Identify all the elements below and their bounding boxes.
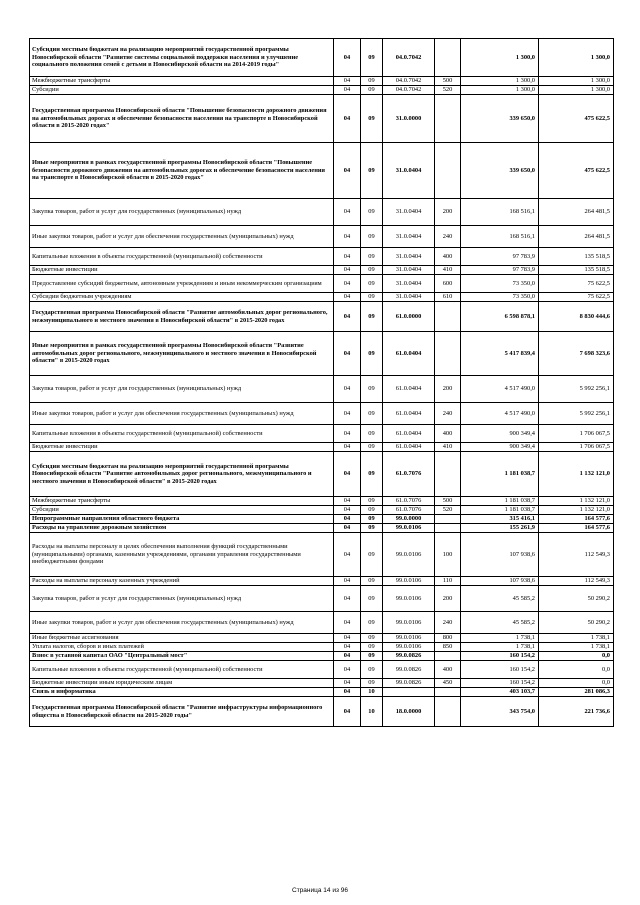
row-name: Расходы на выплаты персоналу казенных учреждений bbox=[30, 577, 334, 586]
row-sum-2017: 1 132 121,0 bbox=[539, 452, 614, 497]
row-sum-2016: 73 350,0 bbox=[461, 293, 539, 302]
table-row bbox=[30, 86, 614, 95]
row-name: Капитальные вложения в объекты государственной (муниципальной) собственности bbox=[30, 661, 334, 679]
row-vr bbox=[435, 652, 461, 661]
row-vr: 400 bbox=[435, 248, 461, 266]
row-sum-2016: 168 516,1 bbox=[461, 199, 539, 226]
row-pr: 09 bbox=[361, 403, 383, 425]
row-pr: 09 bbox=[361, 86, 383, 95]
row-sum-2017: 475 622,5 bbox=[539, 95, 614, 143]
row-csr: 31.0.0404 bbox=[383, 293, 435, 302]
table-row bbox=[30, 586, 614, 612]
row-csr: 61.0.7076 bbox=[383, 506, 435, 515]
row-pr: 09 bbox=[361, 533, 383, 577]
row-pr: 09 bbox=[361, 577, 383, 586]
row-sum-2016: 6 598 878,1 bbox=[461, 302, 539, 332]
row-rz: 04 bbox=[334, 302, 361, 332]
table-row bbox=[30, 652, 614, 661]
row-csr: 99.0.0106 bbox=[383, 577, 435, 586]
table-row bbox=[30, 403, 614, 425]
row-rz: 04 bbox=[334, 143, 361, 199]
row-sum-2017: 1 300,0 bbox=[539, 77, 614, 86]
row-sum-2017: 8 830 444,6 bbox=[539, 302, 614, 332]
row-csr: 61.0.0000 bbox=[383, 302, 435, 332]
row-sum-2017: 75 622,5 bbox=[539, 293, 614, 302]
row-csr: 99.0.0826 bbox=[383, 661, 435, 679]
row-csr: 61.0.7076 bbox=[383, 497, 435, 506]
row-csr: 04.0.7042 bbox=[383, 77, 435, 86]
row-sum-2017: 475 622,5 bbox=[539, 143, 614, 199]
row-sum-2017: 75 622,5 bbox=[539, 275, 614, 293]
table-row bbox=[30, 524, 614, 533]
row-name: Закупка товаров, работ и услуг для государственных (муниципальных) нужд bbox=[30, 586, 334, 612]
table-row bbox=[30, 376, 614, 403]
row-sum-2017: 50 290,2 bbox=[539, 586, 614, 612]
row-name: Иные бюджетные ассигнования bbox=[30, 634, 334, 643]
row-vr bbox=[435, 95, 461, 143]
row-name: Непрограммные направления областного бюджета bbox=[30, 515, 334, 524]
row-rz: 04 bbox=[334, 403, 361, 425]
row-rz: 04 bbox=[334, 199, 361, 226]
row-pr: 09 bbox=[361, 506, 383, 515]
row-sum-2016: 339 650,0 bbox=[461, 143, 539, 199]
row-sum-2017: 264 481,5 bbox=[539, 199, 614, 226]
row-csr: 99.0.0106 bbox=[383, 643, 435, 652]
row-name: Уплата налогов, сборов и иных платежей bbox=[30, 643, 334, 652]
table-row bbox=[30, 634, 614, 643]
row-name: Иные закупки товаров, работ и услуг для обеспечения государственных (муниципальных) нужд bbox=[30, 226, 334, 248]
row-pr: 09 bbox=[361, 443, 383, 452]
row-vr bbox=[435, 332, 461, 376]
row-sum-2016: 97 783,9 bbox=[461, 266, 539, 275]
row-name: Субсидии bbox=[30, 86, 334, 95]
row-sum-2017: 0,0 bbox=[539, 679, 614, 688]
row-sum-2016: 343 754,0 bbox=[461, 697, 539, 727]
row-vr: 200 bbox=[435, 199, 461, 226]
row-csr: 99.0.0000 bbox=[383, 515, 435, 524]
row-rz: 04 bbox=[334, 497, 361, 506]
row-rz: 04 bbox=[334, 652, 361, 661]
row-name: Межбюджетные трансферты bbox=[30, 77, 334, 86]
row-csr: 99.0.0106 bbox=[383, 586, 435, 612]
row-vr: 600 bbox=[435, 275, 461, 293]
row-sum-2017: 135 518,5 bbox=[539, 248, 614, 266]
table-row bbox=[30, 515, 614, 524]
row-pr: 09 bbox=[361, 95, 383, 143]
table-row bbox=[30, 577, 614, 586]
row-rz: 04 bbox=[334, 643, 361, 652]
row-csr: 04.0.7042 bbox=[383, 86, 435, 95]
row-pr: 09 bbox=[361, 425, 383, 443]
row-sum-2017: 1 300,0 bbox=[539, 39, 614, 77]
row-sum-2017: 5 992 256,1 bbox=[539, 376, 614, 403]
row-csr: 99.0.0826 bbox=[383, 652, 435, 661]
row-csr: 04.0.7042 bbox=[383, 39, 435, 77]
row-vr: 240 bbox=[435, 612, 461, 634]
row-vr: 240 bbox=[435, 226, 461, 248]
row-pr: 09 bbox=[361, 248, 383, 266]
row-pr: 09 bbox=[361, 612, 383, 634]
row-rz: 04 bbox=[334, 577, 361, 586]
row-sum-2016: 900 349,4 bbox=[461, 443, 539, 452]
row-csr: 31.0.0404 bbox=[383, 199, 435, 226]
row-vr: 240 bbox=[435, 403, 461, 425]
row-pr: 09 bbox=[361, 143, 383, 199]
row-vr bbox=[435, 697, 461, 727]
table-row bbox=[30, 293, 614, 302]
row-sum-2016: 1 181 038,7 bbox=[461, 506, 539, 515]
row-rz: 04 bbox=[334, 39, 361, 77]
row-sum-2017: 7 698 323,6 bbox=[539, 332, 614, 376]
row-pr: 09 bbox=[361, 39, 383, 77]
table-row bbox=[30, 302, 614, 332]
row-sum-2016: 4 517 490,0 bbox=[461, 403, 539, 425]
row-csr: 99.0.0106 bbox=[383, 533, 435, 577]
table-row bbox=[30, 199, 614, 226]
row-vr: 200 bbox=[435, 586, 461, 612]
row-pr: 10 bbox=[361, 688, 383, 697]
row-sum-2017: 1 132 121,0 bbox=[539, 506, 614, 515]
row-rz: 04 bbox=[334, 634, 361, 643]
row-rz: 04 bbox=[334, 661, 361, 679]
row-csr: 99.0.0106 bbox=[383, 524, 435, 533]
row-sum-2017: 281 086,3 bbox=[539, 688, 614, 697]
row-sum-2017: 50 290,2 bbox=[539, 612, 614, 634]
row-csr: 31.0.0404 bbox=[383, 143, 435, 199]
table-row bbox=[30, 226, 614, 248]
table-row bbox=[30, 497, 614, 506]
row-rz: 04 bbox=[334, 697, 361, 727]
row-csr: 61.0.0404 bbox=[383, 332, 435, 376]
row-pr: 09 bbox=[361, 643, 383, 652]
row-vr bbox=[435, 143, 461, 199]
row-csr: 31.0.0404 bbox=[383, 226, 435, 248]
row-pr: 09 bbox=[361, 661, 383, 679]
row-csr: 18.0.0000 bbox=[383, 697, 435, 727]
table-row bbox=[30, 266, 614, 275]
row-sum-2016: 1 181 038,7 bbox=[461, 452, 539, 497]
row-rz: 04 bbox=[334, 376, 361, 403]
row-sum-2017: 1 738,1 bbox=[539, 634, 614, 643]
row-name: Субсидии местным бюджетам на реализацию мероприятий государственной программы Новосибирской области "Развитие автомобильных дорог регионального, межмуниципального и местного значения в Новосибирской области" в 2015-2020 годах bbox=[30, 452, 334, 497]
row-rz: 04 bbox=[334, 524, 361, 533]
row-sum-2016: 160 154,2 bbox=[461, 661, 539, 679]
row-sum-2016: 315 416,1 bbox=[461, 515, 539, 524]
row-pr: 09 bbox=[361, 524, 383, 533]
row-rz: 04 bbox=[334, 688, 361, 697]
row-csr: 61.0.0404 bbox=[383, 376, 435, 403]
row-vr bbox=[435, 688, 461, 697]
table-row bbox=[30, 443, 614, 452]
table-row bbox=[30, 77, 614, 86]
row-csr: 31.0.0404 bbox=[383, 248, 435, 266]
row-name: Бюджетные инвестиции bbox=[30, 443, 334, 452]
row-sum-2017: 164 577,6 bbox=[539, 524, 614, 533]
row-csr: 31.0.0000 bbox=[383, 95, 435, 143]
row-vr: 850 bbox=[435, 643, 461, 652]
row-sum-2016: 1 300,0 bbox=[461, 86, 539, 95]
row-pr: 09 bbox=[361, 497, 383, 506]
row-name: Расходы на управление дорожным хозяйством bbox=[30, 524, 334, 533]
table-row bbox=[30, 452, 614, 497]
table-row bbox=[30, 506, 614, 515]
row-sum-2016: 4 517 490,0 bbox=[461, 376, 539, 403]
row-sum-2016: 1 300,0 bbox=[461, 77, 539, 86]
row-sum-2016: 97 783,9 bbox=[461, 248, 539, 266]
row-name: Субсидии бюджетным учреждениям bbox=[30, 293, 334, 302]
row-rz: 04 bbox=[334, 515, 361, 524]
row-sum-2017: 1 300,0 bbox=[539, 86, 614, 95]
row-sum-2016: 339 650,0 bbox=[461, 95, 539, 143]
row-name: Государственная программа Новосибирской области "Развитие инфраструктуры информационного общества в Новосибирской области на 2015-2020 годы" bbox=[30, 697, 334, 727]
row-csr: 61.0.0404 bbox=[383, 403, 435, 425]
row-sum-2017: 135 518,5 bbox=[539, 266, 614, 275]
row-sum-2016: 1 181 038,7 bbox=[461, 497, 539, 506]
row-rz: 04 bbox=[334, 679, 361, 688]
row-vr: 410 bbox=[435, 266, 461, 275]
table-row bbox=[30, 425, 614, 443]
row-vr: 500 bbox=[435, 497, 461, 506]
row-pr: 09 bbox=[361, 302, 383, 332]
row-vr: 500 bbox=[435, 77, 461, 86]
row-vr: 200 bbox=[435, 376, 461, 403]
row-csr: 61.0.7076 bbox=[383, 452, 435, 497]
row-vr bbox=[435, 452, 461, 497]
row-rz: 04 bbox=[334, 226, 361, 248]
row-vr: 400 bbox=[435, 661, 461, 679]
row-name: Предоставление субсидий бюджетным, автономным учреждениям и иным некоммерческим организациям bbox=[30, 275, 334, 293]
row-name: Межбюджетные трансферты bbox=[30, 497, 334, 506]
row-csr: 61.0.0404 bbox=[383, 443, 435, 452]
table-row bbox=[30, 143, 614, 199]
table-row bbox=[30, 533, 614, 577]
row-name: Иные мероприятия в рамках государственной программы Новосибирской области "Повышение безопасности дорожного движения на автомобильных дорогах и обеспечение безопасности населения на транспорте в Новосибирской области в 2015-2020 годах" bbox=[30, 143, 334, 199]
page-number: Страница 14 из 96 bbox=[292, 887, 348, 894]
row-rz: 04 bbox=[334, 248, 361, 266]
row-sum-2016: 160 154,2 bbox=[461, 652, 539, 661]
row-name: Субсидии bbox=[30, 506, 334, 515]
row-csr: 99.0.0106 bbox=[383, 634, 435, 643]
row-vr: 100 bbox=[435, 533, 461, 577]
row-pr: 09 bbox=[361, 452, 383, 497]
row-csr: 31.0.0404 bbox=[383, 266, 435, 275]
row-rz: 04 bbox=[334, 77, 361, 86]
row-pr: 09 bbox=[361, 332, 383, 376]
row-pr: 09 bbox=[361, 77, 383, 86]
row-rz: 04 bbox=[334, 332, 361, 376]
row-sum-2017: 1 706 067,5 bbox=[539, 443, 614, 452]
row-name: Связь и информатика bbox=[30, 688, 334, 697]
row-name: Расходы на выплаты персоналу в целях обеспечения выполнения функций государственными (муниципальными) органами, казенными учреждениями, органами управления государственными внебюджетными фондами bbox=[30, 533, 334, 577]
table-row bbox=[30, 275, 614, 293]
row-sum-2016: 45 585,2 bbox=[461, 612, 539, 634]
row-name: Закупка товаров, работ и услуг для государственных (муниципальных) нужд bbox=[30, 376, 334, 403]
row-name: Государственная программа Новосибирской области "Повышение безопасности дорожного движения на автомобильных дорогах и обеспечение безопасности населения на транспорте в Новосибирской области в 2015-2020 годах" bbox=[30, 95, 334, 143]
row-sum-2016: 1 738,1 bbox=[461, 643, 539, 652]
table-row bbox=[30, 612, 614, 634]
row-sum-2016: 73 350,0 bbox=[461, 275, 539, 293]
row-rz: 04 bbox=[334, 586, 361, 612]
row-pr: 09 bbox=[361, 652, 383, 661]
row-sum-2017: 221 736,6 bbox=[539, 697, 614, 727]
table-row bbox=[30, 679, 614, 688]
table-row bbox=[30, 643, 614, 652]
row-vr bbox=[435, 39, 461, 77]
row-pr: 09 bbox=[361, 266, 383, 275]
row-rz: 04 bbox=[334, 506, 361, 515]
row-sum-2016: 403 103,7 bbox=[461, 688, 539, 697]
row-pr: 10 bbox=[361, 697, 383, 727]
row-sum-2016: 107 938,6 bbox=[461, 577, 539, 586]
row-vr bbox=[435, 524, 461, 533]
row-name: Иные закупки товаров, работ и услуг для обеспечения государственных (муниципальных) нужд bbox=[30, 403, 334, 425]
row-csr: 99.0.0106 bbox=[383, 612, 435, 634]
row-csr: 99.0.0826 bbox=[383, 679, 435, 688]
row-sum-2016: 107 938,6 bbox=[461, 533, 539, 577]
row-name: Бюджетные инвестиции bbox=[30, 266, 334, 275]
row-vr: 800 bbox=[435, 634, 461, 643]
row-name: Иные мероприятия в рамках государственной программы Новосибирской области "Развитие автомобильных дорог регионального, межмуниципального и местного значения в Новосибирской области" в 2015-2020 годах bbox=[30, 332, 334, 376]
row-csr: 31.0.0404 bbox=[383, 275, 435, 293]
row-rz: 04 bbox=[334, 443, 361, 452]
row-sum-2016: 5 417 839,4 bbox=[461, 332, 539, 376]
row-vr: 110 bbox=[435, 577, 461, 586]
row-pr: 09 bbox=[361, 634, 383, 643]
row-sum-2016: 168 516,1 bbox=[461, 226, 539, 248]
row-sum-2016: 45 585,2 bbox=[461, 586, 539, 612]
row-sum-2017: 0,0 bbox=[539, 661, 614, 679]
table-row bbox=[30, 332, 614, 376]
table-row bbox=[30, 697, 614, 727]
row-vr: 610 bbox=[435, 293, 461, 302]
row-name: Взнос в уставной капитал ОАО "Центральный мост" bbox=[30, 652, 334, 661]
row-rz: 04 bbox=[334, 275, 361, 293]
row-vr: 410 bbox=[435, 443, 461, 452]
row-sum-2017: 112 549,3 bbox=[539, 533, 614, 577]
row-csr: 61.0.0404 bbox=[383, 425, 435, 443]
row-pr: 09 bbox=[361, 376, 383, 403]
row-pr: 09 bbox=[361, 275, 383, 293]
row-sum-2016: 1 738,1 bbox=[461, 634, 539, 643]
row-sum-2017: 5 992 256,1 bbox=[539, 403, 614, 425]
row-pr: 09 bbox=[361, 679, 383, 688]
row-rz: 04 bbox=[334, 533, 361, 577]
table-row bbox=[30, 248, 614, 266]
row-sum-2017: 164 577,6 bbox=[539, 515, 614, 524]
row-name: Капитальные вложения в объекты государственной (муниципальной) собственности bbox=[30, 425, 334, 443]
row-name: Бюджетные инвестиции иным юридическим лицам bbox=[30, 679, 334, 688]
row-pr: 09 bbox=[361, 226, 383, 248]
row-name: Субсидии местным бюджетам на реализацию мероприятий государственной программы Новосибирской области "Развитие системы социальной поддержки населения и улучшение социального положения семей с детьми в Новосибирской области на 2014-2019 годы" bbox=[30, 39, 334, 77]
budget-table bbox=[29, 38, 614, 727]
row-pr: 09 bbox=[361, 515, 383, 524]
row-sum-2016: 160 154,2 bbox=[461, 679, 539, 688]
row-sum-2017: 112 549,3 bbox=[539, 577, 614, 586]
row-name: Государственная программа Новосибирской области "Развитие автомобильных дорог регионального, межмуниципального и местного значения в Новосибирской области" в 2015-2020 годах bbox=[30, 302, 334, 332]
row-vr bbox=[435, 515, 461, 524]
row-sum-2017: 264 481,5 bbox=[539, 226, 614, 248]
row-sum-2016: 900 349,4 bbox=[461, 425, 539, 443]
row-sum-2017: 0,0 bbox=[539, 652, 614, 661]
row-sum-2017: 1 706 067,5 bbox=[539, 425, 614, 443]
row-name: Закупка товаров, работ и услуг для государственных (муниципальных) нужд bbox=[30, 199, 334, 226]
row-name: Иные закупки товаров, работ и услуг для обеспечения государственных (муниципальных) нужд bbox=[30, 612, 334, 634]
row-rz: 04 bbox=[334, 612, 361, 634]
row-vr: 450 bbox=[435, 679, 461, 688]
row-vr: 400 bbox=[435, 425, 461, 443]
row-rz: 04 bbox=[334, 266, 361, 275]
row-sum-2017: 1 738,1 bbox=[539, 643, 614, 652]
row-rz: 04 bbox=[334, 95, 361, 143]
table-row bbox=[30, 39, 614, 77]
row-pr: 09 bbox=[361, 293, 383, 302]
table-row bbox=[30, 95, 614, 143]
table-row bbox=[30, 661, 614, 679]
row-rz: 04 bbox=[334, 452, 361, 497]
row-pr: 09 bbox=[361, 586, 383, 612]
row-vr: 520 bbox=[435, 86, 461, 95]
row-sum-2016: 155 261,9 bbox=[461, 524, 539, 533]
table-row bbox=[30, 688, 614, 697]
row-sum-2016: 1 300,0 bbox=[461, 39, 539, 77]
row-pr: 09 bbox=[361, 199, 383, 226]
row-sum-2017: 1 132 121,0 bbox=[539, 497, 614, 506]
row-rz: 04 bbox=[334, 425, 361, 443]
row-vr: 520 bbox=[435, 506, 461, 515]
row-csr bbox=[383, 688, 435, 697]
row-rz: 04 bbox=[334, 293, 361, 302]
row-vr bbox=[435, 302, 461, 332]
row-name: Капитальные вложения в объекты государственной (муниципальной) собственности bbox=[30, 248, 334, 266]
row-rz: 04 bbox=[334, 86, 361, 95]
